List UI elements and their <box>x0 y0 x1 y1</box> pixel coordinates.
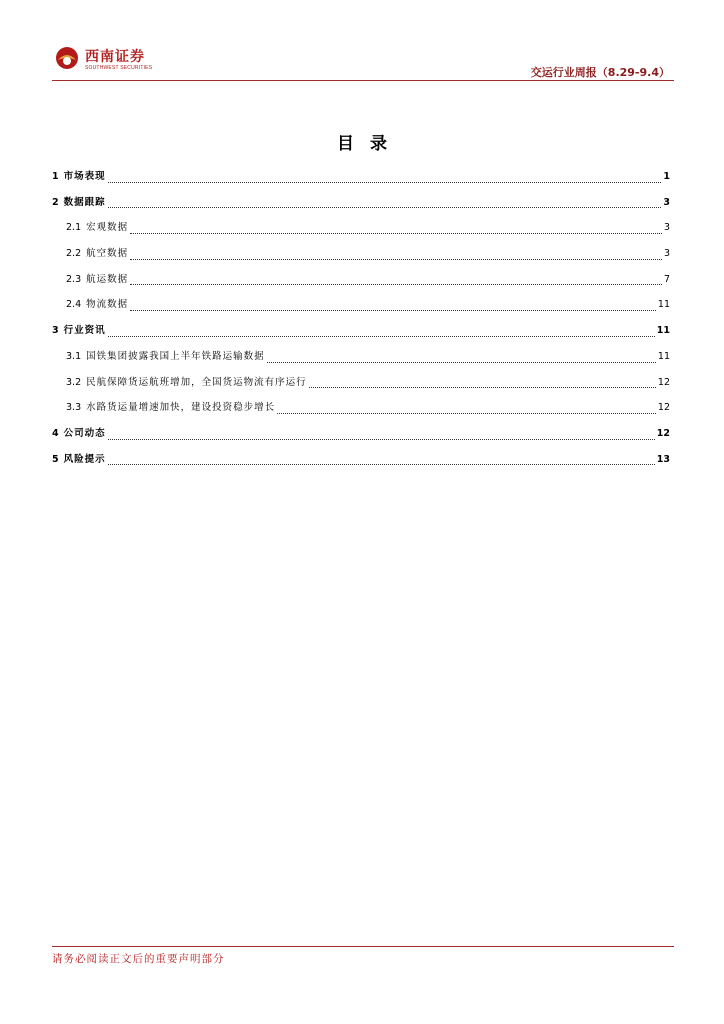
toc-entry-page: 11 <box>656 325 670 337</box>
toc-entry-title: 民航保障货运航班增加，全国货运物流有序运行 <box>86 376 307 388</box>
toc-entry-title: 公司动态 <box>63 427 106 439</box>
report-title: 交运行业周报（8.29-9.4） <box>530 66 670 79</box>
toc-entry-title: 国铁集团披露我国上半年铁路运输数据 <box>86 350 265 362</box>
toc-dot-leader <box>130 233 662 234</box>
toc-entry[interactable] <box>52 271 670 297</box>
page-header <box>52 40 674 81</box>
toc-entry-page: 12 <box>657 376 670 388</box>
toc-entry[interactable] <box>52 322 670 348</box>
toc-entry-number: 1 <box>52 171 59 182</box>
toc-entry-number: 3.2 <box>66 376 82 388</box>
toc-entry[interactable] <box>52 245 670 271</box>
toc-dot-leader <box>108 439 655 440</box>
toc-entry-page: 12 <box>656 427 670 439</box>
toc-entry-page: 7 <box>663 273 670 285</box>
toc-entry-title: 物流数据 <box>86 299 129 311</box>
table-of-contents <box>52 168 670 476</box>
toc-entry-page: 11 <box>657 299 670 311</box>
company-logo <box>52 44 162 74</box>
toc-entry-number: 2.4 <box>66 299 82 311</box>
toc-entry-number: 2 <box>52 196 59 208</box>
toc-entry-title: 水路货运量增速加快，建设投资稳步增长 <box>86 402 276 414</box>
toc-entry[interactable] <box>52 168 670 194</box>
toc-entry[interactable] <box>52 194 670 220</box>
footer-disclaimer: 请务必阅读正文后的重要声明部分 <box>52 953 225 965</box>
toc-entry[interactable] <box>52 296 670 322</box>
logo-emblem-icon <box>55 46 79 70</box>
toc-dot-leader <box>309 387 656 388</box>
toc-dot-leader <box>108 207 662 208</box>
toc-dot-leader <box>108 182 662 183</box>
toc-entry-number: 5 <box>52 453 59 465</box>
toc-entry-title: 航空数据 <box>86 248 129 260</box>
toc-entry-title: 航运数据 <box>86 273 129 285</box>
toc-dot-leader <box>130 310 656 311</box>
toc-dot-leader <box>108 464 655 465</box>
toc-entry-page: 13 <box>656 453 670 465</box>
toc-entry-title: 数据跟踪 <box>63 196 106 208</box>
toc-entry-number: 3.1 <box>66 350 82 362</box>
toc-entry[interactable] <box>52 374 670 400</box>
toc-entry-number: 2.3 <box>66 273 82 285</box>
toc-entry-page: 3 <box>663 196 670 208</box>
toc-entry-title: 市场表现 <box>63 171 106 182</box>
toc-entry-number: 2.1 <box>66 222 82 234</box>
toc-entry-number: 3.3 <box>66 402 82 414</box>
toc-entry[interactable] <box>52 399 670 425</box>
toc-heading: 目录 <box>337 134 403 154</box>
toc-entry-title: 宏观数据 <box>86 222 129 234</box>
toc-dot-leader <box>130 259 662 260</box>
toc-entry[interactable] <box>52 451 670 477</box>
toc-entry-title: 风险提示 <box>63 453 106 465</box>
footer-divider <box>52 946 674 947</box>
toc-entry[interactable] <box>52 348 670 374</box>
toc-dot-leader <box>267 362 656 363</box>
toc-entry[interactable] <box>52 425 670 451</box>
toc-entry-page: 11 <box>657 350 670 362</box>
toc-entry-page: 1 <box>663 171 670 182</box>
toc-entry-page: 3 <box>663 248 670 260</box>
toc-dot-leader <box>130 284 662 285</box>
header-divider <box>52 80 674 81</box>
toc-entry-page: 12 <box>657 402 670 414</box>
toc-entry-number: 4 <box>52 427 59 439</box>
logo-name-en: SOUTHWEST SECURITIES <box>85 65 153 71</box>
toc-dot-leader <box>108 336 655 337</box>
toc-entry-number: 2.2 <box>66 248 82 260</box>
logo-name-cn: 西南证券 <box>85 49 145 65</box>
toc-dot-leader <box>277 413 656 414</box>
toc-entry-page: 3 <box>663 222 670 234</box>
toc-entry[interactable] <box>52 219 670 245</box>
toc-entry-title: 行业资讯 <box>63 325 106 337</box>
toc-entry-number: 3 <box>52 325 59 337</box>
